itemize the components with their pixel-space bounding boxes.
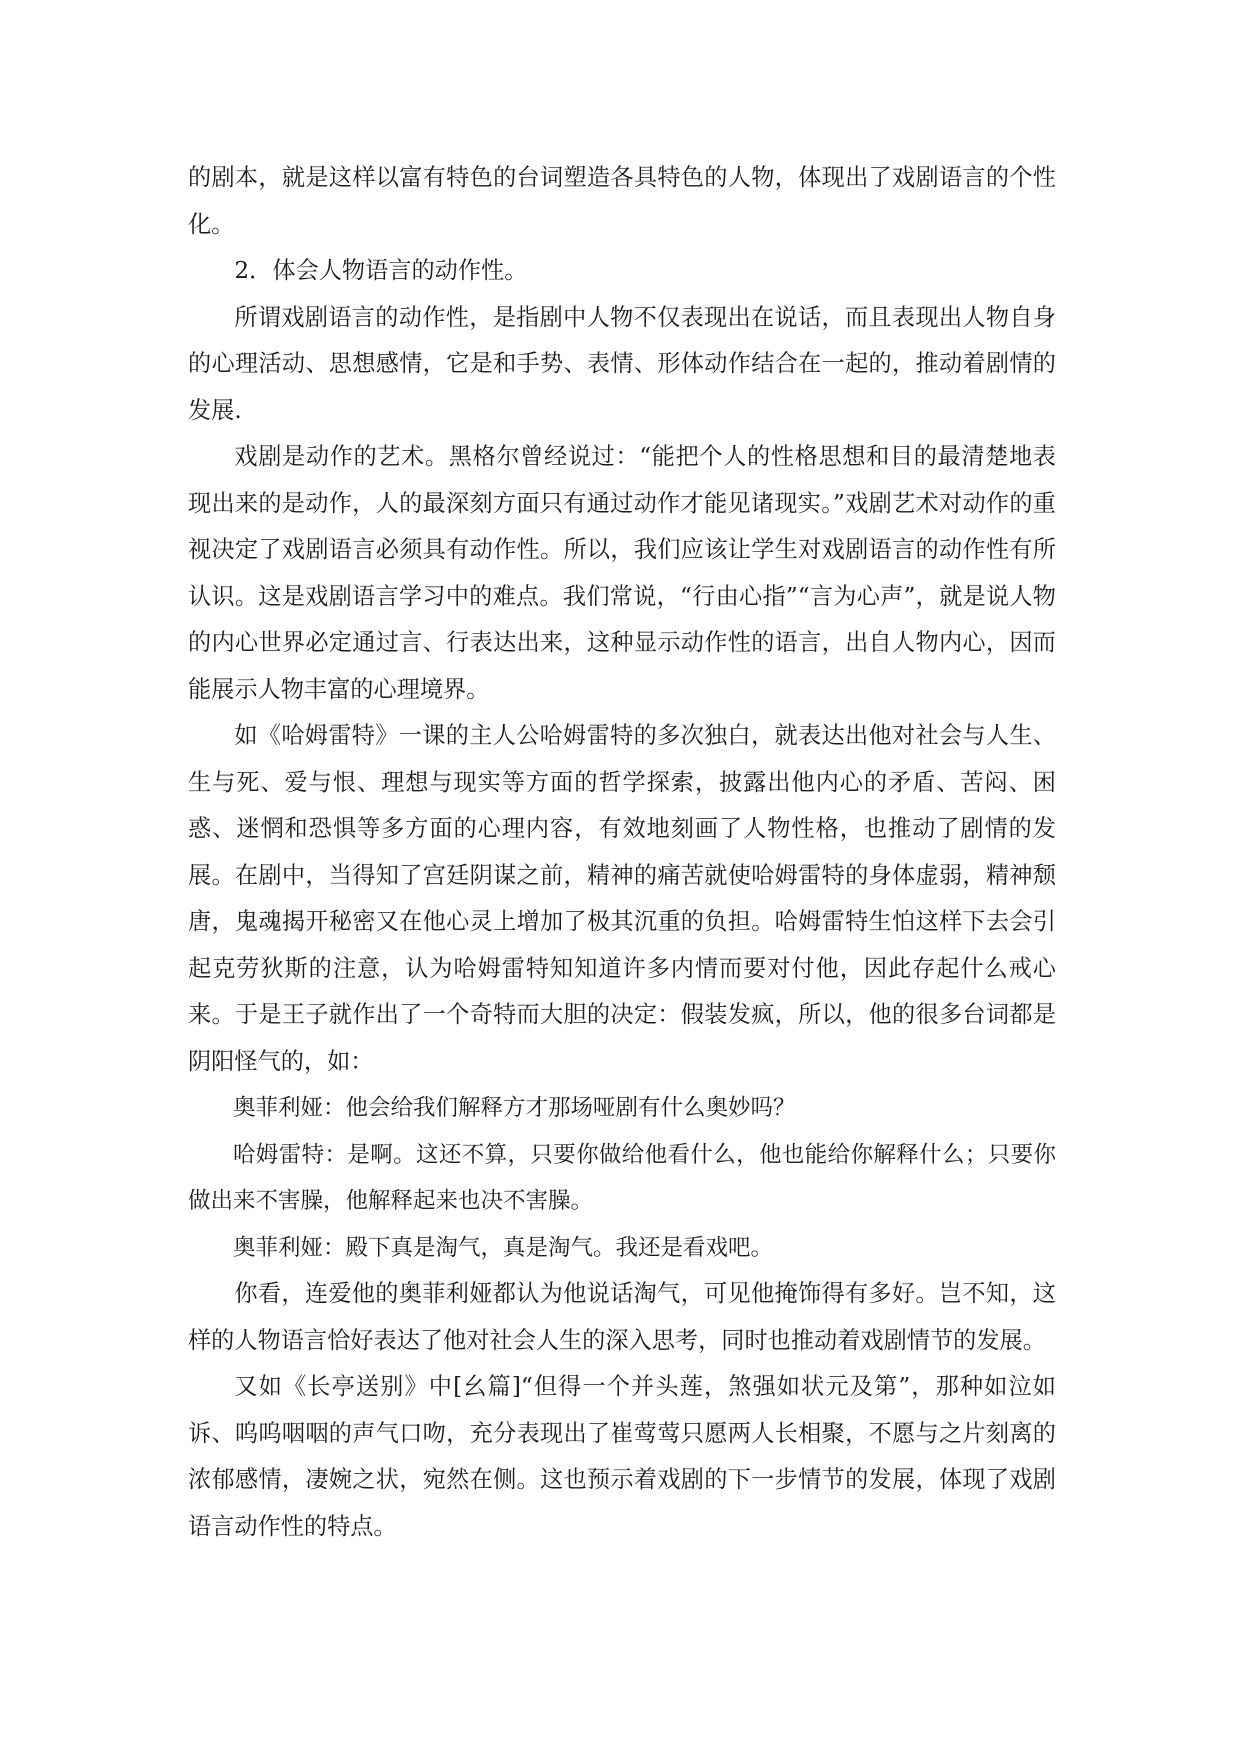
dialogue-line-3: 奥菲利娅：殿下真是淘气，真是淘气。我还是看戏吧。 [233, 1234, 774, 1261]
paragraph-4: 戏剧是动作的艺术。黑格尔曾经说过：“能把个人的性格思想和目的最清楚地表现出来的是动作，人的最深刻方面只有通过动作才能见诸现实。”戏剧艺术对动作的重视决定了戏剧语言必须具有动作性。所以，我们应该让学生对戏剧语言的动作性有所认识。这是戏剧语言学习中的难点。我们常说，“行由心指”“言为心声”，就是说人物的内心世界必定通过言、行表达出来，这种显示动作性的语言，出自人物内心，因而能展示人物丰富的心理境界。 [188, 443, 1056, 703]
paragraph-9: 你看，连爱他的奥菲利娅都认为他说话淘气，可见他掩饰得有多好。岂不知，这样的人物语言恰好表达了他对社会人生的深入思考，同时也推动着戏剧情节的发展。 [188, 1280, 1056, 1354]
document-body [188, 155, 1056, 1550]
dialogue-line-1: 奥菲利娅：他会给我们解释方才那场哑剧有什么奥妙吗？ [233, 1095, 796, 1121]
paragraph-1: 的剧本，就是这样以富有特色的台词塑造各具特色的人物，体现出了戏剧语言的个性化。 [188, 164, 1056, 238]
paragraph-10: 又如《长亭送别》中[幺篇]“但得一个并头莲，煞强如状元及第”，那种如泣如诉、呜呜咽咽的声气口吻，充分表现出了崔莺莺只愿两人长相聚，不愿与之片刻离的浓郁感情，凄婉之状，宛然在侧。这也预示着戏剧的下一步情节的发展，体现了戏剧语言动作性的特点。 [188, 1373, 1056, 1540]
paragraph-3: 所谓戏剧语言的动作性，是指剧中人物不仅表现出在说话，而且表现出人物自身的心理活动、思想感情，它是和手势、表情、形体动作结合在一起的，推动着剧情的发展. [188, 303, 1056, 424]
section-heading: 2．体会人物语言的动作性。 [234, 257, 528, 284]
dialogue-line-2: 哈姆雷特：是啊。这还不算，只要你做给他看什么，他也能给你解释什么；只要你做出来不害臊，他解释起来也决不害臊。 [188, 1141, 1056, 1214]
paragraph-5: 如《哈姆雷特》一课的主人公哈姆雷特的多次独白，就表达出他对社会与人生、生与死、爱与恨、理想与现实等方面的哲学探索，披露出他内心的矛盾、苦闷、困惑、迷惘和恐惧等多方面的心理内容，有效地刻画了人物性格，也推动了剧情的发展。在剧中，当得知了宫廷阴谋之前，精神的痛苦就使哈姆雷特的身体虚弱，精神颓唐，鬼魂揭开秘密又在他心灵上增加了极其沉重的负担。哈姆雷特生怕这样下去会引起克劳狄斯的注意，认为哈姆雷特知知道许多内情而要对付他，因此存起什么戒心来。于是王子就作出了一个奇特而大胆的决定：假装发疯，所以，他的很多台词都是阴阳怪气的，如： [188, 722, 1056, 1075]
